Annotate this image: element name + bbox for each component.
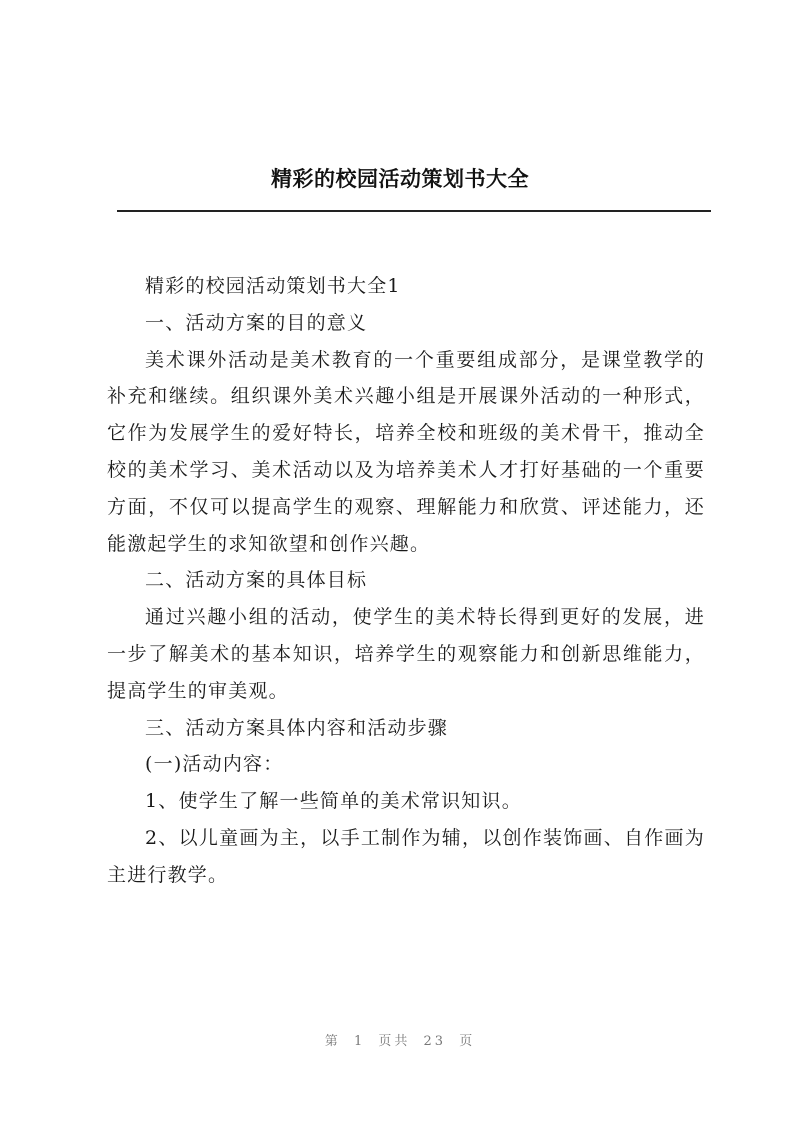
section-heading-content: 三、活动方案具体内容和活动步骤 [145, 716, 449, 739]
list-item-2: 2、以儿童画为主，以手工制作为辅，以创作装饰画、自作画为主进行教学。 [107, 826, 705, 886]
paragraph-goals: 通过兴趣小组的活动，使学生的美术特长得到更好的发展，进一步了解美术的基本知识，培养学生的观察能力和创新思维能力，提高学生的审美观。 [107, 606, 705, 702]
page-number-footer [0, 1030, 800, 1049]
title-divider [117, 210, 711, 212]
footer-total-pages: 23 [423, 1034, 447, 1049]
subheading-activity-content: (一)活动内容： [145, 753, 284, 776]
section-heading-goals: 二、活动方案的具体目标 [145, 569, 368, 592]
document-body [107, 268, 705, 894]
paragraph-purpose: 美术课外活动是美术教育的一个重要组成部分，是课堂教学的补充和继续。组织课外美术兴趣小组是开展课外活动的一种形式，它作为发展学生的爱好特长，培养全校和班级的美术骨干，推动全校的美术学习、美术活动以及为培养美术人才打好基础的一个重要方面，不仅可以提高学生的观察、理解能力和欣赏、评述能力，还能激起学生的求知欲望和创作兴趣。 [107, 348, 705, 555]
section-heading-main: 精彩的校园活动策划书大全1 [145, 275, 401, 297]
document-title: 精彩的校园活动策划书大全 [271, 167, 529, 191]
footer-middle: 页共 [378, 1034, 411, 1049]
section-heading-purpose: 一、活动方案的目的意义 [145, 311, 368, 334]
footer-current-page: 1 [353, 1034, 366, 1049]
footer-prefix: 第 [324, 1034, 341, 1049]
footer-suffix: 页 [459, 1034, 476, 1049]
list-item-1: 1、使学生了解一些简单的美术常识知识。 [145, 790, 522, 813]
